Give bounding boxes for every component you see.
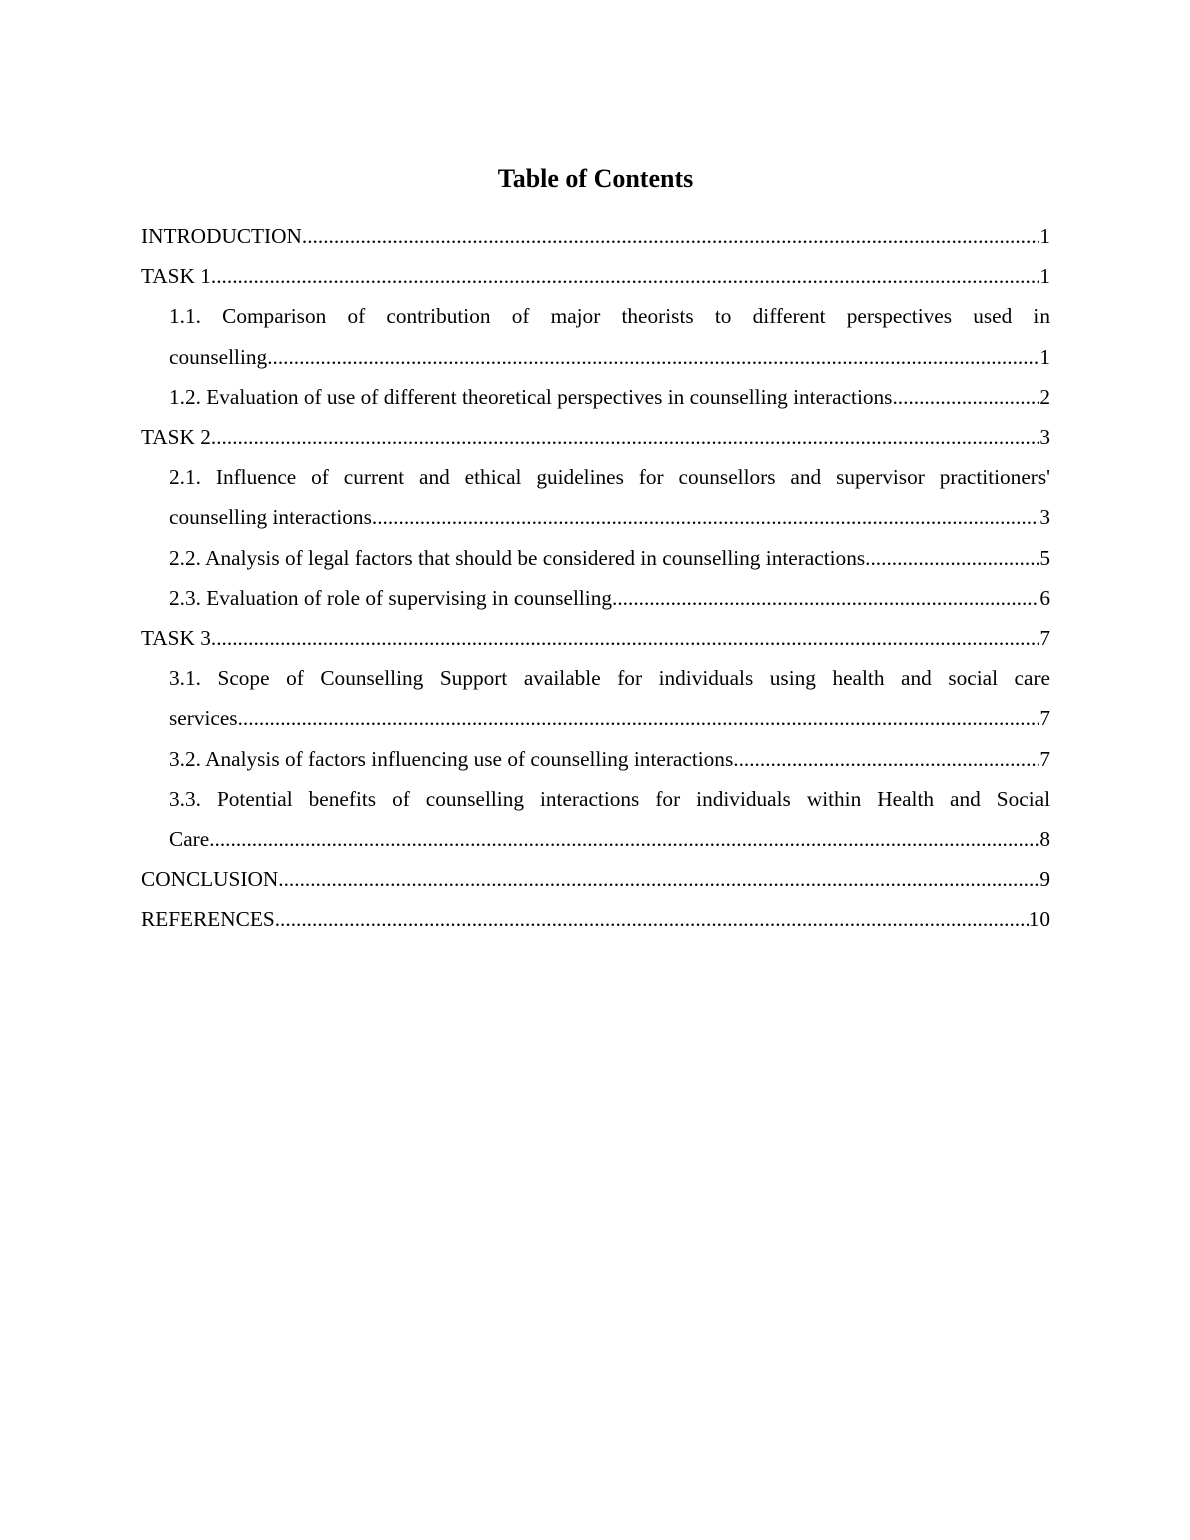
toc-page-number: 7 [1039, 706, 1050, 731]
dot-leader [372, 497, 1039, 537]
toc-entry-text: INTRODUCTION [141, 224, 302, 248]
toc-entry-text-line-1: 3.3. Potential benefits of counselling interactions for individuals within Health and Social [169, 786, 1050, 811]
toc-entry-text: Care [169, 827, 210, 852]
dot-leader [267, 337, 1039, 377]
toc-page-number: 2 [1039, 384, 1050, 409]
toc-entry-conclusion[interactable] [141, 859, 1050, 899]
toc-entry-text: TASK 2 [141, 425, 211, 450]
dot-leader [211, 618, 1039, 658]
toc-entry-text-line-1: 3.1. Scope of Counselling Support available for individuals using health and social care [169, 666, 1050, 691]
dot-leader [302, 216, 1039, 256]
toc-entry-text: counselling interactions [169, 505, 372, 530]
toc-entry-text: 1.2. Evaluation of use of different theoretical perspectives in counselling interactions [169, 384, 893, 409]
toc-entry-text: CONCLUSION [141, 867, 279, 892]
toc-page-number: 3 [1039, 505, 1050, 530]
toc-entry-text: 2.3. Evaluation of role of supervising in counselling [169, 585, 613, 610]
toc-page-number: 5 [1039, 545, 1050, 570]
toc-entry-3-3[interactable] [141, 779, 1050, 859]
dot-leader [275, 899, 1029, 939]
toc-entry-3-1[interactable] [141, 658, 1050, 738]
toc-page-number: 6 [1039, 585, 1050, 610]
toc-list [141, 216, 1050, 940]
toc-page-number: 1 [1039, 264, 1050, 289]
toc-entry-text: 2.2. Analysis of legal factors that should be considered in counselling interactions [169, 545, 866, 570]
toc-entry-introduction[interactable] [141, 216, 1050, 256]
toc-page-number: 7 [1039, 626, 1050, 651]
toc-entry-1-1[interactable] [141, 296, 1050, 376]
toc-entry-3-2[interactable] [141, 739, 1050, 779]
toc-entry-task-3[interactable] [141, 618, 1050, 658]
toc-page-number: 7 [1039, 746, 1050, 771]
dot-leader [892, 377, 1039, 417]
toc-title: Table of Contents [497, 164, 694, 193]
toc-entry-task-2[interactable] [141, 417, 1050, 457]
toc-entry-text: TASK 1 [141, 264, 211, 289]
toc-page-number: 9 [1039, 867, 1050, 892]
dot-leader [209, 819, 1039, 859]
toc-page-number: 1 [1039, 344, 1050, 369]
toc-entry-text: 3.2. Analysis of factors influencing use of counselling interactions [169, 746, 734, 771]
toc-entry-references[interactable] [141, 899, 1050, 939]
dot-leader [211, 417, 1039, 457]
toc-page-number: 10 [1028, 907, 1050, 932]
toc-entry-text: REFERENCES [141, 907, 275, 932]
dot-leader [278, 859, 1039, 899]
toc-entry-2-3[interactable] [141, 578, 1050, 618]
toc-entry-2-2[interactable] [141, 538, 1050, 578]
dot-leader [612, 578, 1039, 618]
toc-entry-text-line-1: 1.1. Comparison of contribution of major theorists to different perspectives used in [169, 304, 1050, 329]
dot-leader [211, 256, 1039, 296]
toc-entry-text: counselling [169, 344, 268, 369]
toc-page-number: 8 [1039, 827, 1050, 852]
toc-entry-text: services [169, 706, 238, 731]
toc-page-number: 1 [1039, 224, 1050, 248]
toc-page-number: 3 [1039, 425, 1050, 450]
toc-entry-1-2[interactable] [141, 377, 1050, 417]
dot-leader [733, 739, 1039, 779]
toc-entry-task-1[interactable] [141, 256, 1050, 296]
toc-entry-text: TASK 3 [141, 626, 211, 651]
dot-leader [865, 538, 1039, 578]
toc-entry-2-1[interactable] [141, 457, 1050, 537]
dot-leader [238, 698, 1040, 738]
toc-entry-text-line-1: 2.1. Influence of current and ethical guidelines for counsellors and supervisor practitioners' [169, 465, 1050, 490]
